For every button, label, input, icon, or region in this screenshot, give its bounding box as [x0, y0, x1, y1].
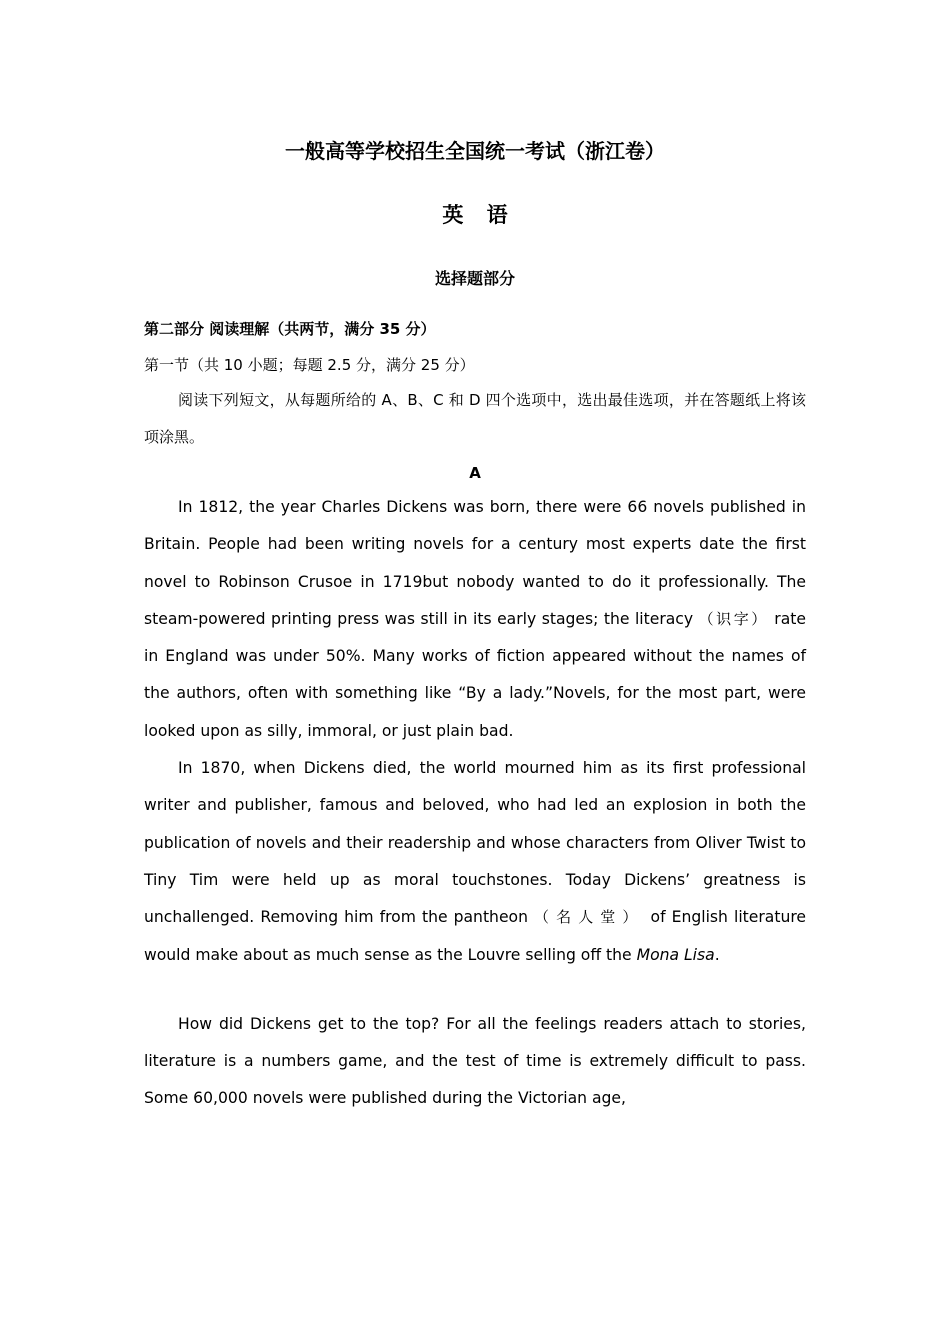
paragraph-1: [144, 489, 806, 750]
paragraph-2-end: .: [714, 945, 720, 964]
subject-title: 英 语: [442, 203, 516, 227]
paragraph-2-text-a: In 1870, when Dickens died, the world mourned him as its first professional writer and publisher, famous and beloved, who had led an explosion in both the publication of novels and their readership and whose characters from Oliver Twist to Tiny Tim were held up as moral touchstones. Today Dickens’ greatness is unchallenged. Removing him from the pantheon: [144, 759, 806, 927]
passage-label: A: [469, 464, 481, 482]
paragraph-1-text-a: In 1812, the year Charles Dickens was born, there were 66 novels published in Britain. People had been writing novels for a century most experts date the first novel to Robinson Crusoe in 1719but nobody wanted to do it professionally. The steam-powered printing press was still in its early stages; the literacy: [144, 498, 806, 628]
paragraph-3: How did Dickens get to the top? For all the feelings readers attach to stories, literature is a numbers game, and the test of time is extremely difficult to pass. Some 60,000 novels were published during the Victorian age,: [144, 1014, 806, 1108]
paragraph-1-gloss: （识字）: [698, 609, 769, 628]
passage-a: [144, 489, 806, 1118]
instructions: 阅读下列短文，从每题所给的 A、B、C 和 D 四个选项中，选出最佳选项，并在答题纸上将该项涂黑。: [144, 391, 806, 446]
paragraph-2-text-b: of English literature would make about as much sense as the Louvre selling off the: [144, 908, 806, 964]
paragraph-2-italic-title: Mona Lisa: [636, 945, 715, 964]
part-title: 选择题部分: [434, 269, 515, 288]
paragraph-2: [144, 750, 806, 974]
exam-title: 一般高等学校招生全国统一考试（浙江卷）: [285, 139, 665, 163]
paragraph-2-gloss: （名人堂）: [534, 908, 645, 927]
paragraph-1-text-b: rate in England was under 50%. Many works of fiction appeared without the names of the authors, often with something like “By a lady.”Novels, for the most part, were looked upon as silly, immoral, or just plain bad.: [144, 609, 806, 740]
section-subheading: 第一节（共 10 小题；每题 2.5 分，满分 25 分）: [144, 356, 475, 374]
section-heading: 第二部分 阅读理解（共两节，满分 35 分）: [144, 320, 436, 338]
